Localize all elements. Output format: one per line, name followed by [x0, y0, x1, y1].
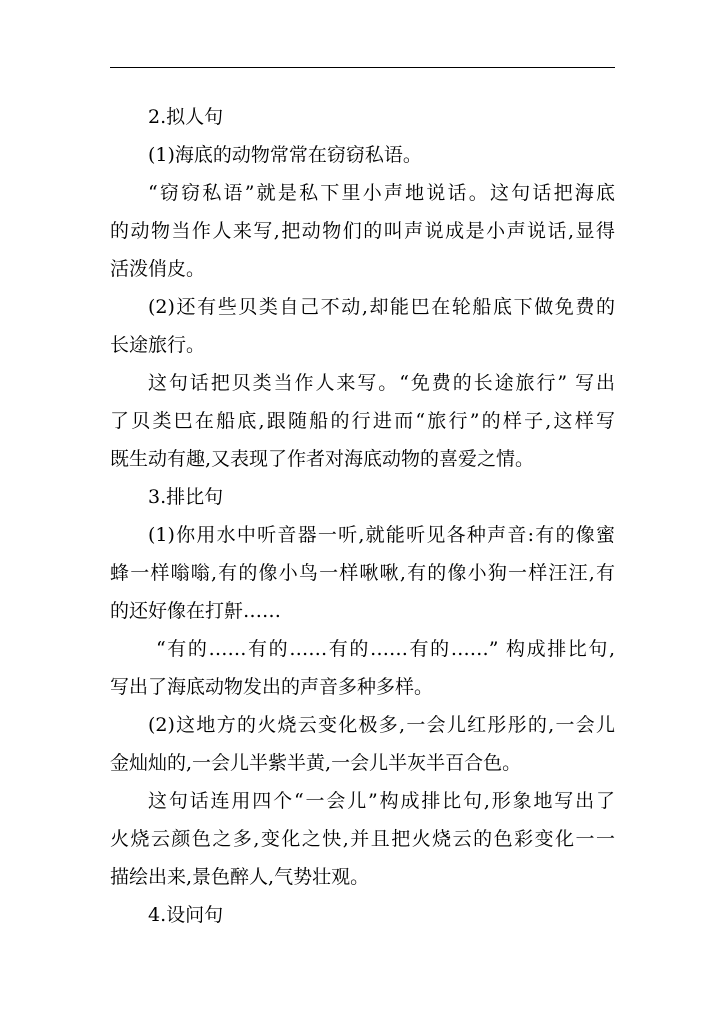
- analysis-paragraph-line: 活泼俏皮。: [110, 258, 206, 280]
- analysis-paragraph-line: “窃窃私语”就是私下里小声地说话。这句话把海底: [148, 182, 615, 204]
- example-sentence: 的还好像在打鼾……: [110, 600, 282, 622]
- example-sentence: 金灿灿的,一会儿半紫半黄,一会儿半灰半百合色。: [110, 752, 522, 774]
- example-sentence: 蜂一样嗡嗡,有的像小鸟一样啾啾,有的像小狗一样汪汪,有: [110, 562, 615, 584]
- example-sentence: (2)这地方的火烧云变化极多,一会儿红彤彤的,一会儿: [148, 714, 615, 736]
- analysis-paragraph-line: 火烧云颜色之多,变化之快,并且把火烧云的色彩变化一一: [110, 828, 615, 850]
- analysis-paragraph-line: 了贝类巴在船底,跟随船的行进而“旅行”的样子,这样写: [110, 410, 615, 432]
- analysis-paragraph-line: 的动物当作人来写,把动物们的叫声说成是小声说话,显得: [110, 220, 615, 242]
- analysis-paragraph-line: 这句话连用四个“一会儿”构成排比句,形象地写出了: [148, 790, 615, 812]
- example-sentence: (1)你用水中听音器一听,就能听见各种声音:有的像蜜: [148, 524, 615, 546]
- document-body: [110, 98, 615, 934]
- analysis-paragraph-line: 既生动有趣,又表现了作者对海底动物的喜爱之情。: [110, 448, 535, 470]
- section-heading-rhetorical-question: 4.设问句: [148, 904, 224, 926]
- example-sentence: (2)还有些贝类自己不动,却能巴在轮船底下做免费的: [148, 296, 615, 318]
- analysis-paragraph-line: 这句话把贝类当作人来写。“免费的长途旅行” 写出: [148, 372, 615, 394]
- section-heading-parallelism: 3.排比句: [148, 486, 224, 508]
- analysis-paragraph-line: “有的……有的……有的……有的……” 构成排比句,: [156, 638, 615, 660]
- example-sentence: (1)海底的动物常常在窃窃私语。: [148, 144, 422, 166]
- analysis-paragraph-line: 描绘出来,景色醉人,气势壮观。: [110, 866, 370, 888]
- example-sentence: 长途旅行。: [110, 334, 206, 356]
- analysis-paragraph-line: 写出了海底动物发出的声音多种多样。: [110, 676, 434, 698]
- header-rule: [110, 67, 615, 68]
- section-heading-personification: 2.拟人句: [148, 106, 224, 128]
